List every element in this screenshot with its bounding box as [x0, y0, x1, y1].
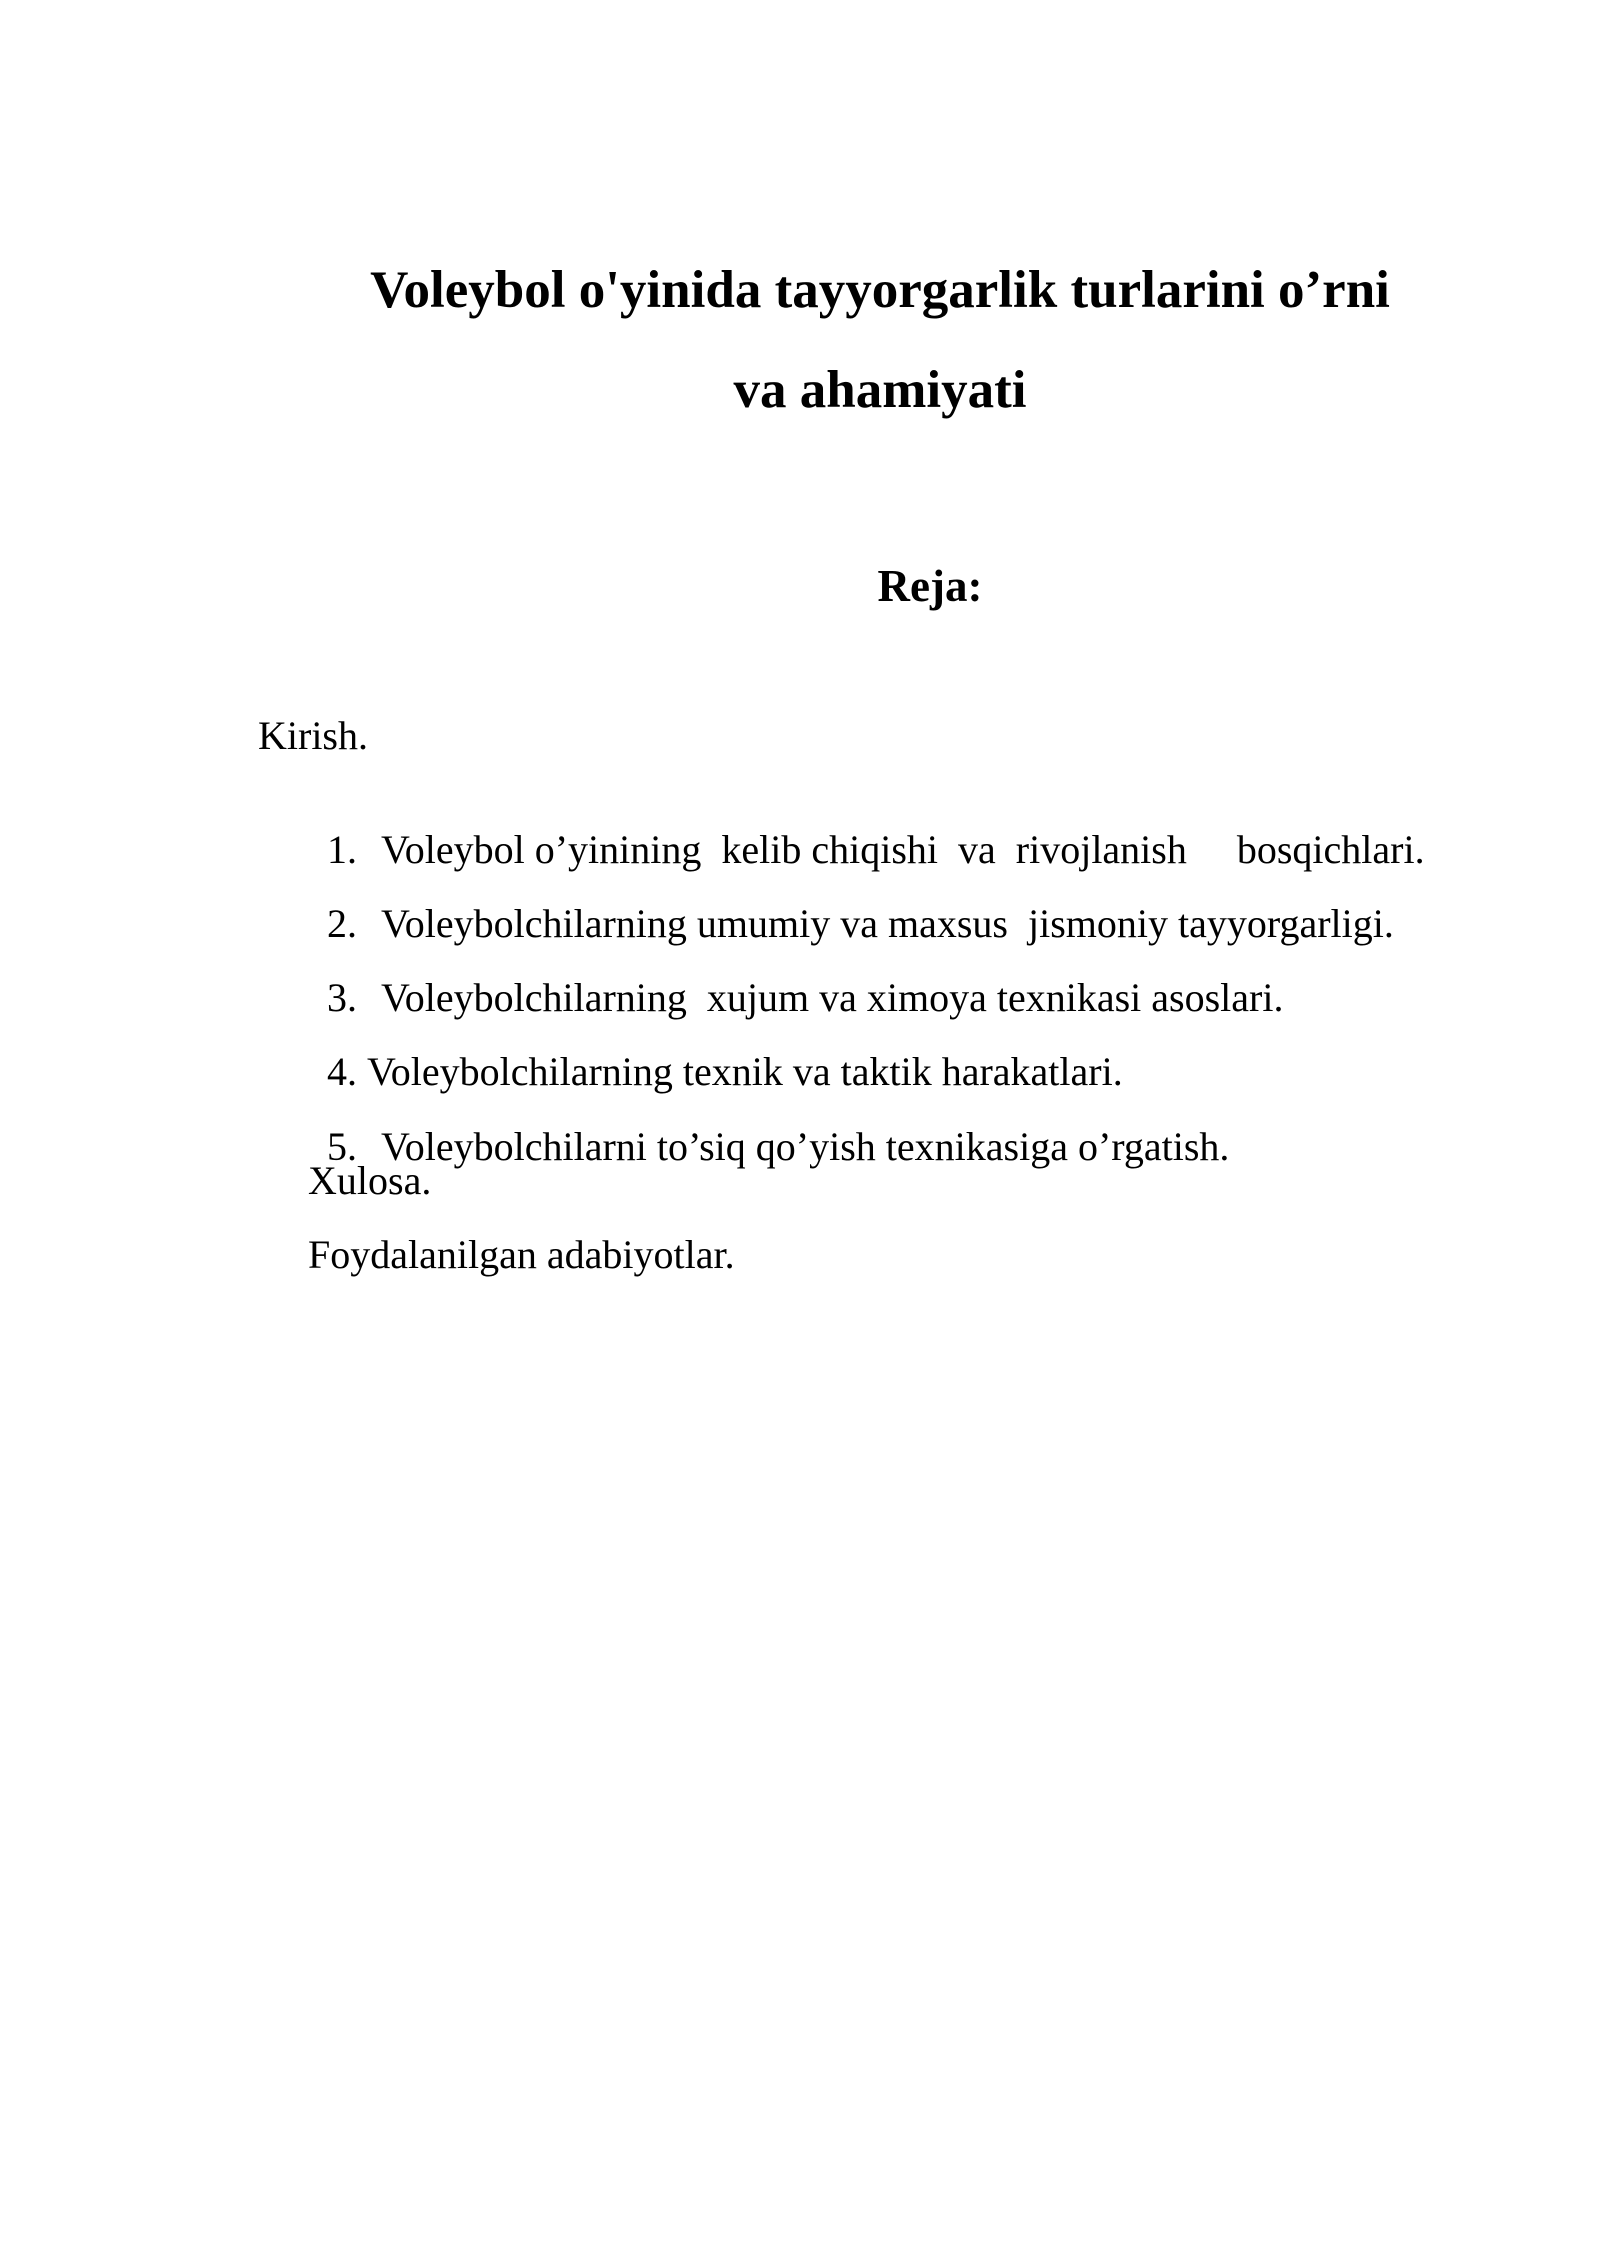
plan-item-text: Voleybolchilarning umumiy va maxsus jismoniy tayyorgarligi. — [381, 901, 1394, 946]
plan-item-text: Voleybolchilarning xujum va ximoya texnikasi asoslari. — [381, 975, 1284, 1020]
plan-item-number: 5. — [327, 1124, 357, 1169]
title-line-1: Voleybol o'yinida tayyorgarlik turlarini o’rni — [370, 261, 1390, 319]
intro-line: Kirish. — [258, 713, 368, 758]
plan-item-text: Voleybolchilarning texnik va taktik harakatlari. — [367, 1049, 1123, 1094]
document-title — [240, 240, 1520, 440]
conclusion-line: Xulosa. — [308, 1158, 432, 1203]
plan-item-text: Voleybolchilarni to’siq qo’yish texnikasiga o’rgatish. — [381, 1124, 1230, 1169]
references-line: Foydalanilgan adabiyotlar. — [308, 1232, 735, 1277]
plan-item-number: 2. — [327, 901, 357, 946]
plan-item-text: Voleybol o’yinining kelib chiqishi va rivojlanish bosqichlari. — [381, 827, 1425, 872]
plan-item-number: 3. — [327, 975, 357, 1020]
title-line-2: va ahamiyati — [733, 361, 1027, 419]
plan-item-number: 4. — [327, 1049, 357, 1094]
plan-item-number: 1. — [327, 827, 357, 872]
plan-heading: Reja: — [877, 561, 983, 611]
